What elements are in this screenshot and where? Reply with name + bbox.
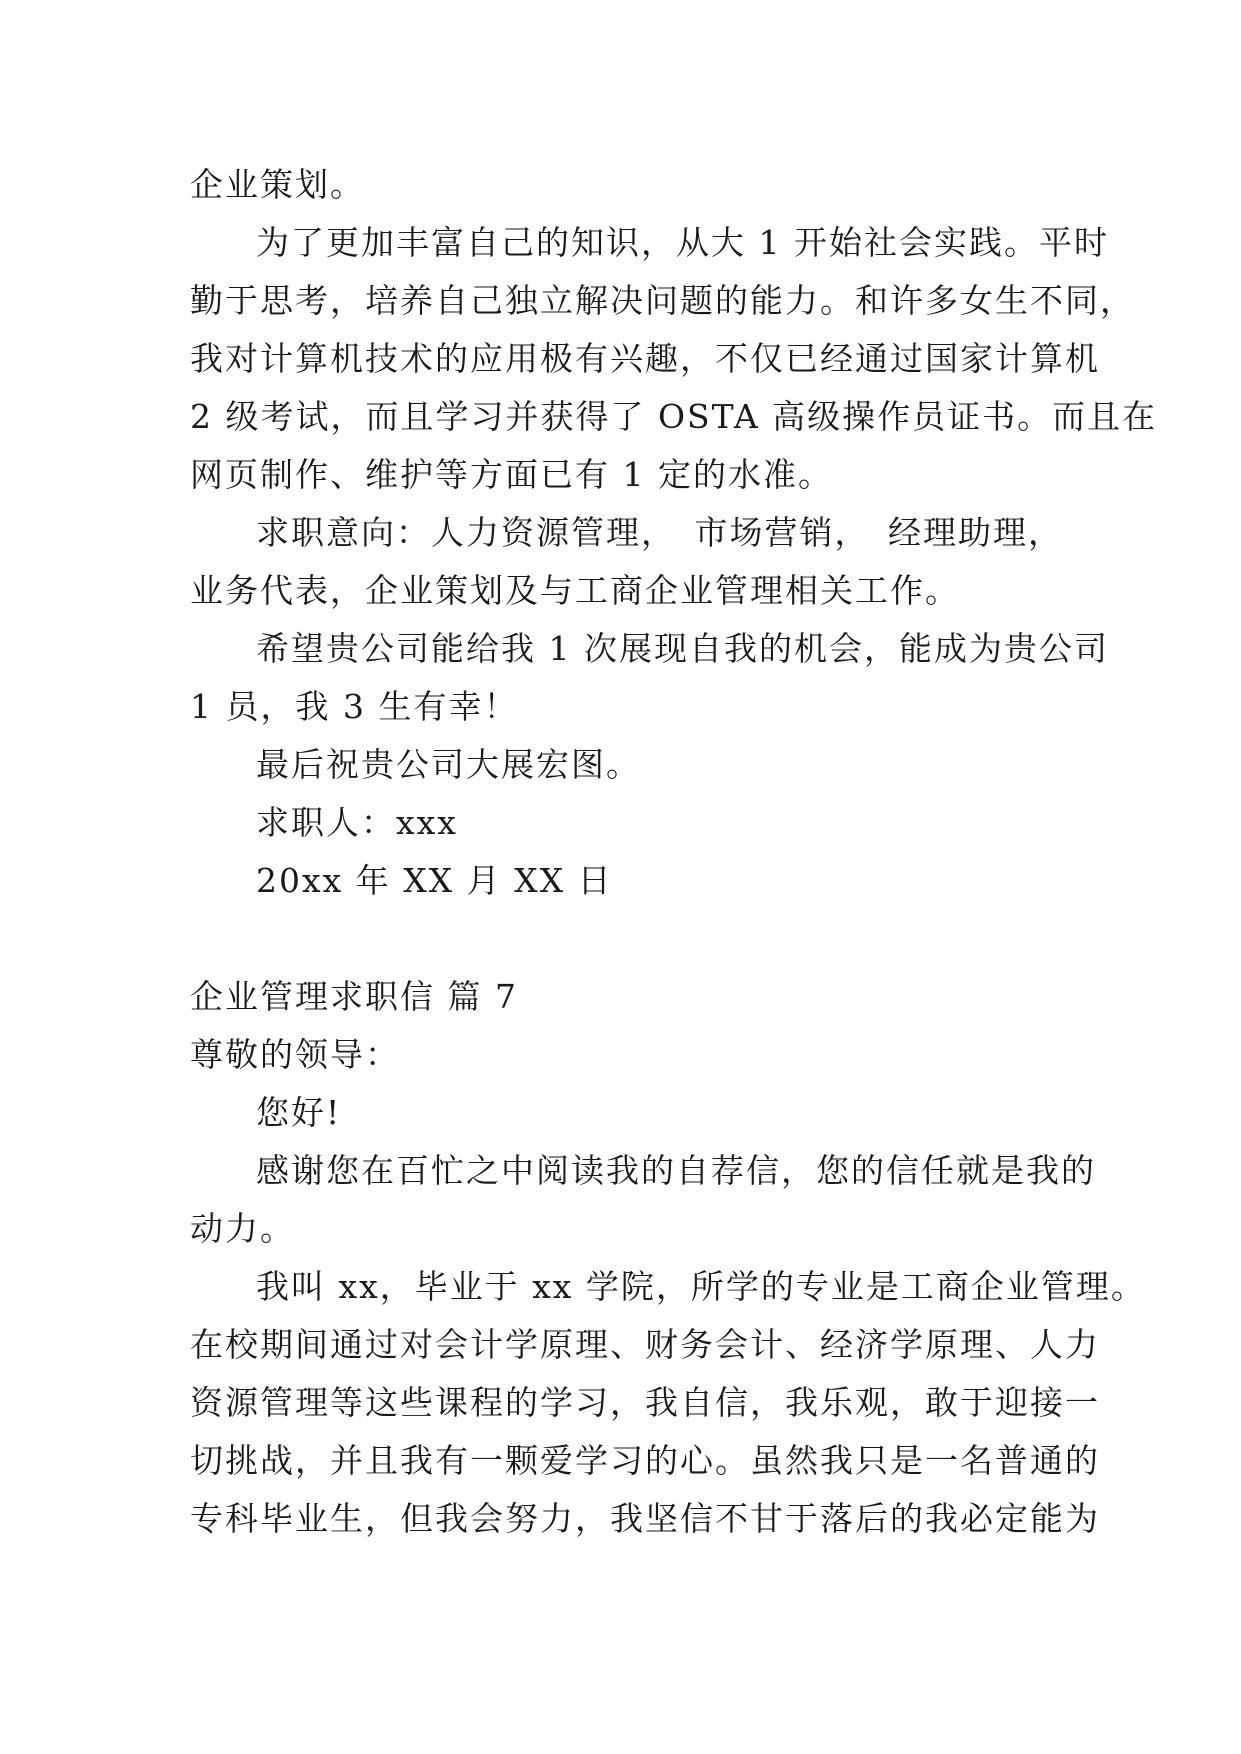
text-line: 我对计算机技术的应用极有兴趣，不仅已经通过国家计算机	[190, 339, 1100, 378]
text-line: 切挑战，并且我有一颗爱学习的心。虽然我只是一名普通的	[190, 1441, 1100, 1480]
text-line: 资源管理等这些课程的学习，我自信，我乐观，敢于迎接一	[190, 1383, 1100, 1422]
text-line: 我叫 xx，毕业于 xx 学院，所学的专业是工商企业管理。	[256, 1267, 1146, 1306]
text-line: 网页制作、维护等方面已有 1 定的水准。	[190, 455, 833, 494]
signature-line: 求职人：xxx	[256, 803, 458, 842]
salutation: 尊敬的领导：	[190, 1035, 400, 1074]
text-line: 业务代表，企业策划及与工商企业管理相关工作。	[190, 571, 960, 610]
text-line: 在校期间通过对会计学原理、财务会计、经济学原理、人力	[190, 1325, 1100, 1364]
text-line: 求职意向：人力资源管理， 市场营销， 经理助理，	[256, 513, 1063, 552]
text-line: 感谢您在百忙之中阅读我的自荐信，您的信任就是我的	[256, 1151, 1096, 1190]
text-line: 专科毕业生，但我会努力，我坚信不甘于落后的我必定能为	[190, 1499, 1100, 1538]
text-line: 动力。	[190, 1209, 295, 1248]
text-line: 勤于思考，培养自己独立解决问题的能力。和许多女生不同，	[190, 281, 1135, 320]
text-line: 最后祝贵公司大展宏图。	[256, 745, 641, 784]
text-line: 为了更加丰富自己的知识，从大 1 开始社会实践。平时	[256, 223, 1109, 262]
text-line: 1 员，我 3 生有幸！	[190, 687, 519, 726]
section-heading: 企业管理求职信 篇 7	[190, 977, 518, 1016]
text-line: 企业策划。	[190, 165, 365, 204]
text-line: 希望贵公司能给我 1 次展现自我的机会，能成为贵公司	[256, 629, 1109, 668]
greeting: 您好!	[256, 1093, 342, 1132]
text-line: 2 级考试，而且学习并获得了 OSTA 高级操作员证书。而且在	[190, 397, 1158, 436]
date-line: 20xx 年 XX 月 XX 日	[256, 861, 613, 900]
